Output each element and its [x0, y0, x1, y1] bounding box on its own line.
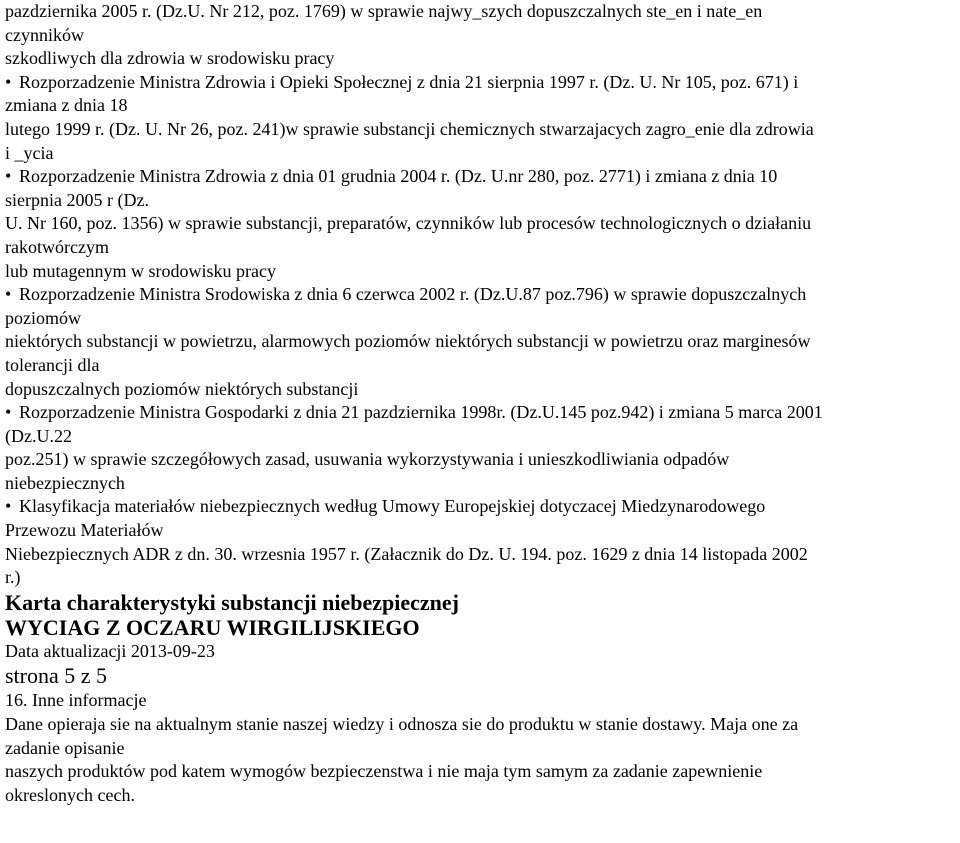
bullet-text: Rozporzadzenie Ministra Zdrowia z dnia 01 grudnia 2004 r. (Dz. U.nr 280, poz. 2771) i zmiana z dnia 10	[19, 166, 778, 187]
update-date: Data aktualizacji 2013-09-23	[5, 640, 215, 661]
bullet-text: Rozporzadzenie Ministra Zdrowia i Opieki Społecznej z dnia 21 sierpnia 1997 r. (Dz. U. Nr 105, poz. 671) i	[19, 71, 799, 92]
text-line: szkodliwych dla zdrowia w srodowisku pracy	[5, 48, 335, 69]
document-title: Karta charakterystyki substancji niebezpiecznej	[5, 589, 459, 615]
bullet-icon: •	[5, 496, 12, 517]
page-number: strona 5 z 5	[5, 663, 108, 689]
text-line: pazdziernika 2005 r. (Dz.U. Nr 212, poz. 1769) w sprawie najwy_szych dopuszczalnych ste_en i nate_en	[5, 1, 763, 21]
text-line: zmiana z dnia 18	[5, 95, 128, 116]
text-line: lub mutagennym w srodowisku pracy	[5, 260, 276, 281]
text-line: rakotwórczym	[5, 236, 109, 257]
text-line: zadanie opisanie	[5, 737, 125, 758]
text-line: dopuszczalnych poziomów niektórych substancji	[5, 378, 359, 399]
bullet-item	[5, 71, 955, 95]
text-line: (Dz.U.22	[5, 425, 72, 446]
text-line: Przewozu Materiałów	[5, 520, 164, 541]
bullet-icon: •	[5, 71, 12, 92]
bullet-icon: •	[5, 166, 12, 187]
text-line: sierpnia 2005 r (Dz.	[5, 189, 149, 210]
text-line: naszych produktów pod katem wymogów bezpieczenstwa i nie maja tym samym za zadanie zapewnienie	[5, 761, 763, 782]
bullet-text: Klasyfikacja materiałów niebezpiecznych według Umowy Europejskiej dotyczacej Miedzynarodowego	[19, 496, 766, 517]
text-line: niektórych substancji w powietrzu, alarmowych poziomów niektórych substancji w powietrzu oraz marginesów	[5, 331, 811, 352]
product-name: WYCIAG Z OCZARU WIRGILIJSKIEGO	[5, 614, 420, 640]
text-line: i _ycia	[5, 142, 54, 163]
bullet-text: Rozporzadzenie Ministra Gospodarki z dnia 21 pazdziernika 1998r. (Dz.U.145 poz.942) i zmiana 5 marca 2001	[19, 402, 823, 423]
text-line: poziomów	[5, 307, 81, 328]
bullet-item	[5, 165, 955, 189]
bullet-text: Rozporzadzenie Ministra Srodowiska z dnia 6 czerwca 2002 r. (Dz.U.87 poz.796) w sprawie dopuszczalnych	[19, 284, 807, 305]
text-line: Niebezpiecznych ADR z dn. 30. wrzesnia 1957 r. (Załacznik do Dz. U. 194. poz. 1629 z dnia 14 listopada 2002	[5, 543, 808, 564]
section-heading: 16. Inne informacje	[5, 690, 147, 711]
text-line: lutego 1999 r. (Dz. U. Nr 26, poz. 241)w sprawie substancji chemicznych stwarzajacych zagro_enie dla zdrowia	[5, 118, 814, 139]
text-line: poz.251) w sprawie szczegółowych zasad, usuwania wykorzystywania i unieszkodliwiania odpadów	[5, 449, 730, 470]
text-line: niebezpiecznych	[5, 472, 125, 493]
bullet-icon: •	[5, 284, 12, 305]
bullet-item	[5, 401, 955, 425]
bullet-icon: •	[5, 402, 12, 423]
text-line: okreslonych cech.	[5, 784, 135, 805]
bullet-item	[5, 495, 955, 519]
text-line: U. Nr 160, poz. 1356) w sprawie substancji, preparatów, czynników lub procesów technologicznych o działaniu	[5, 213, 812, 234]
bullet-item	[5, 283, 955, 307]
text-line: r.)	[5, 567, 21, 588]
text-line: Dane opieraja sie na aktualnym stanie naszej wiedzy i odnosza sie do produktu w stanie dostawy. Maja one za	[5, 714, 799, 735]
text-line: czynników	[5, 24, 84, 45]
text-line: tolerancji dla	[5, 354, 100, 375]
